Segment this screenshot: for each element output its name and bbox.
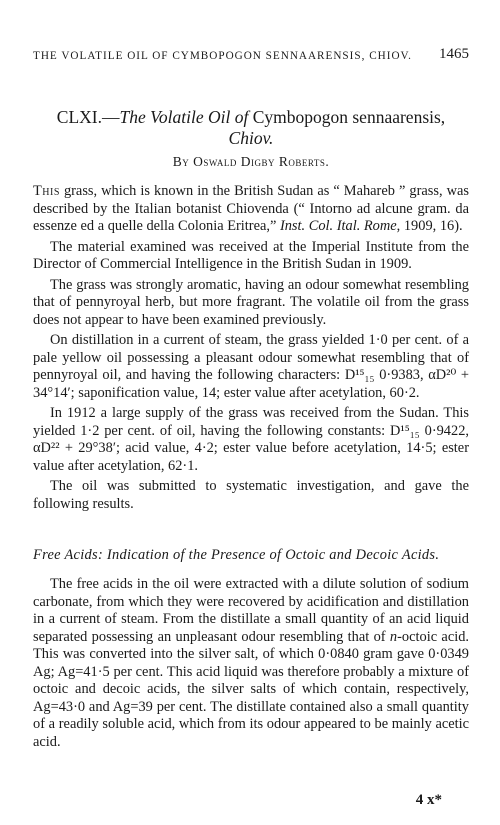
article-title: [36, 107, 466, 149]
section-heading: Free Acids: Indication of the Presence of Octoic and Decoic Acids.: [33, 547, 440, 563]
article-title-species: Cymbopogon sennaarensis,: [248, 107, 446, 127]
article-body: [33, 183, 469, 516]
paragraph-free-acids: The free acids in the oil were extracted with a dilute solution of sodium carbonate, from which they were recovered by acidification and distillation in a current of steam. From the distillate a small quantity of an acid liquid separated possessing an unpleasant odour resembling that of n-octoic acid. This was converted into the silver salt, of which 0·0840 gram gave 0·0349 Ag; Ag=41·5 per cent. This acid liquid was therefore probably a mixture of octoic and decoic acids, the silver salts of which contain, respectively, Ag=43·0 and Ag=39 per cent. The distillate contained also a small quantity of a readily soluble acid, which from its odour appeared to be mainly acetic acid.: [33, 576, 469, 750]
paragraph-lead-word: This: [33, 183, 60, 199]
folio-signature: 4 x*: [415, 792, 442, 808]
article-title-authority: Chiov.: [228, 128, 274, 148]
running-head-title: THE VOLATILE OIL OF CYMBOPOGON SENNAARENSIS, CHIOV.: [33, 50, 412, 62]
paragraph-aroma: The grass was strongly aromatic, having an odour somewhat resembling that of pennyroyal herb, but more fragrant. The volatile oil from the grass does not appear to have been examined previously.: [33, 276, 469, 328]
author-byline: By Oswald Digby Roberts.: [172, 154, 330, 169]
article-label: CLXI.—: [56, 107, 120, 127]
paragraph-material: The material examined was received at the Imperial Institute from the Director of Commercial Intelligence in the British Sudan in 1909.: [33, 238, 469, 272]
article-title-italic-part: The Volatile Oil of: [119, 107, 249, 127]
paragraph-intro: This grass, which is known in the British Sudan as “ Mahareb ” grass, was described by the Italian botanist Chiovenda (“ Intorno ad alcune gram. da essenze ed a quelle della Colonia Eritrea,” Inst. Col. Ital. Rome, 1909, 16).: [33, 183, 469, 234]
running-head: [33, 46, 469, 62]
page-number: 1465: [439, 46, 469, 62]
paragraph-distillation: On distillation in a current of steam, the grass yielded 1·0 per cent. of a pale yellow oil possessing a pleasant odour somewhat resembling that of pennyroyal oil, and having the following characters: D¹⁵₁₅ 0·9383, αD²⁰ + 34°14′; saponification value, 14; ester value after acetylation, 60·2.: [33, 332, 469, 401]
section-body: [33, 576, 469, 754]
paragraph-investigation: The oil was submitted to systematic investigation, and gave the following results.: [33, 478, 469, 512]
citation: Inst. Col. Ital. Rome: [279, 218, 397, 234]
paragraph-1912-supply: In 1912 a large supply of the grass was received from the Sudan. This yielded 1·2 per cent. of oil, having the following constants: D¹⁵₁₅ 0·9422, αD²² + 29°38′; acid value, 4·2; ester value before acetylation, 14·5; ester value after acetylation, 62·1.: [33, 405, 469, 474]
